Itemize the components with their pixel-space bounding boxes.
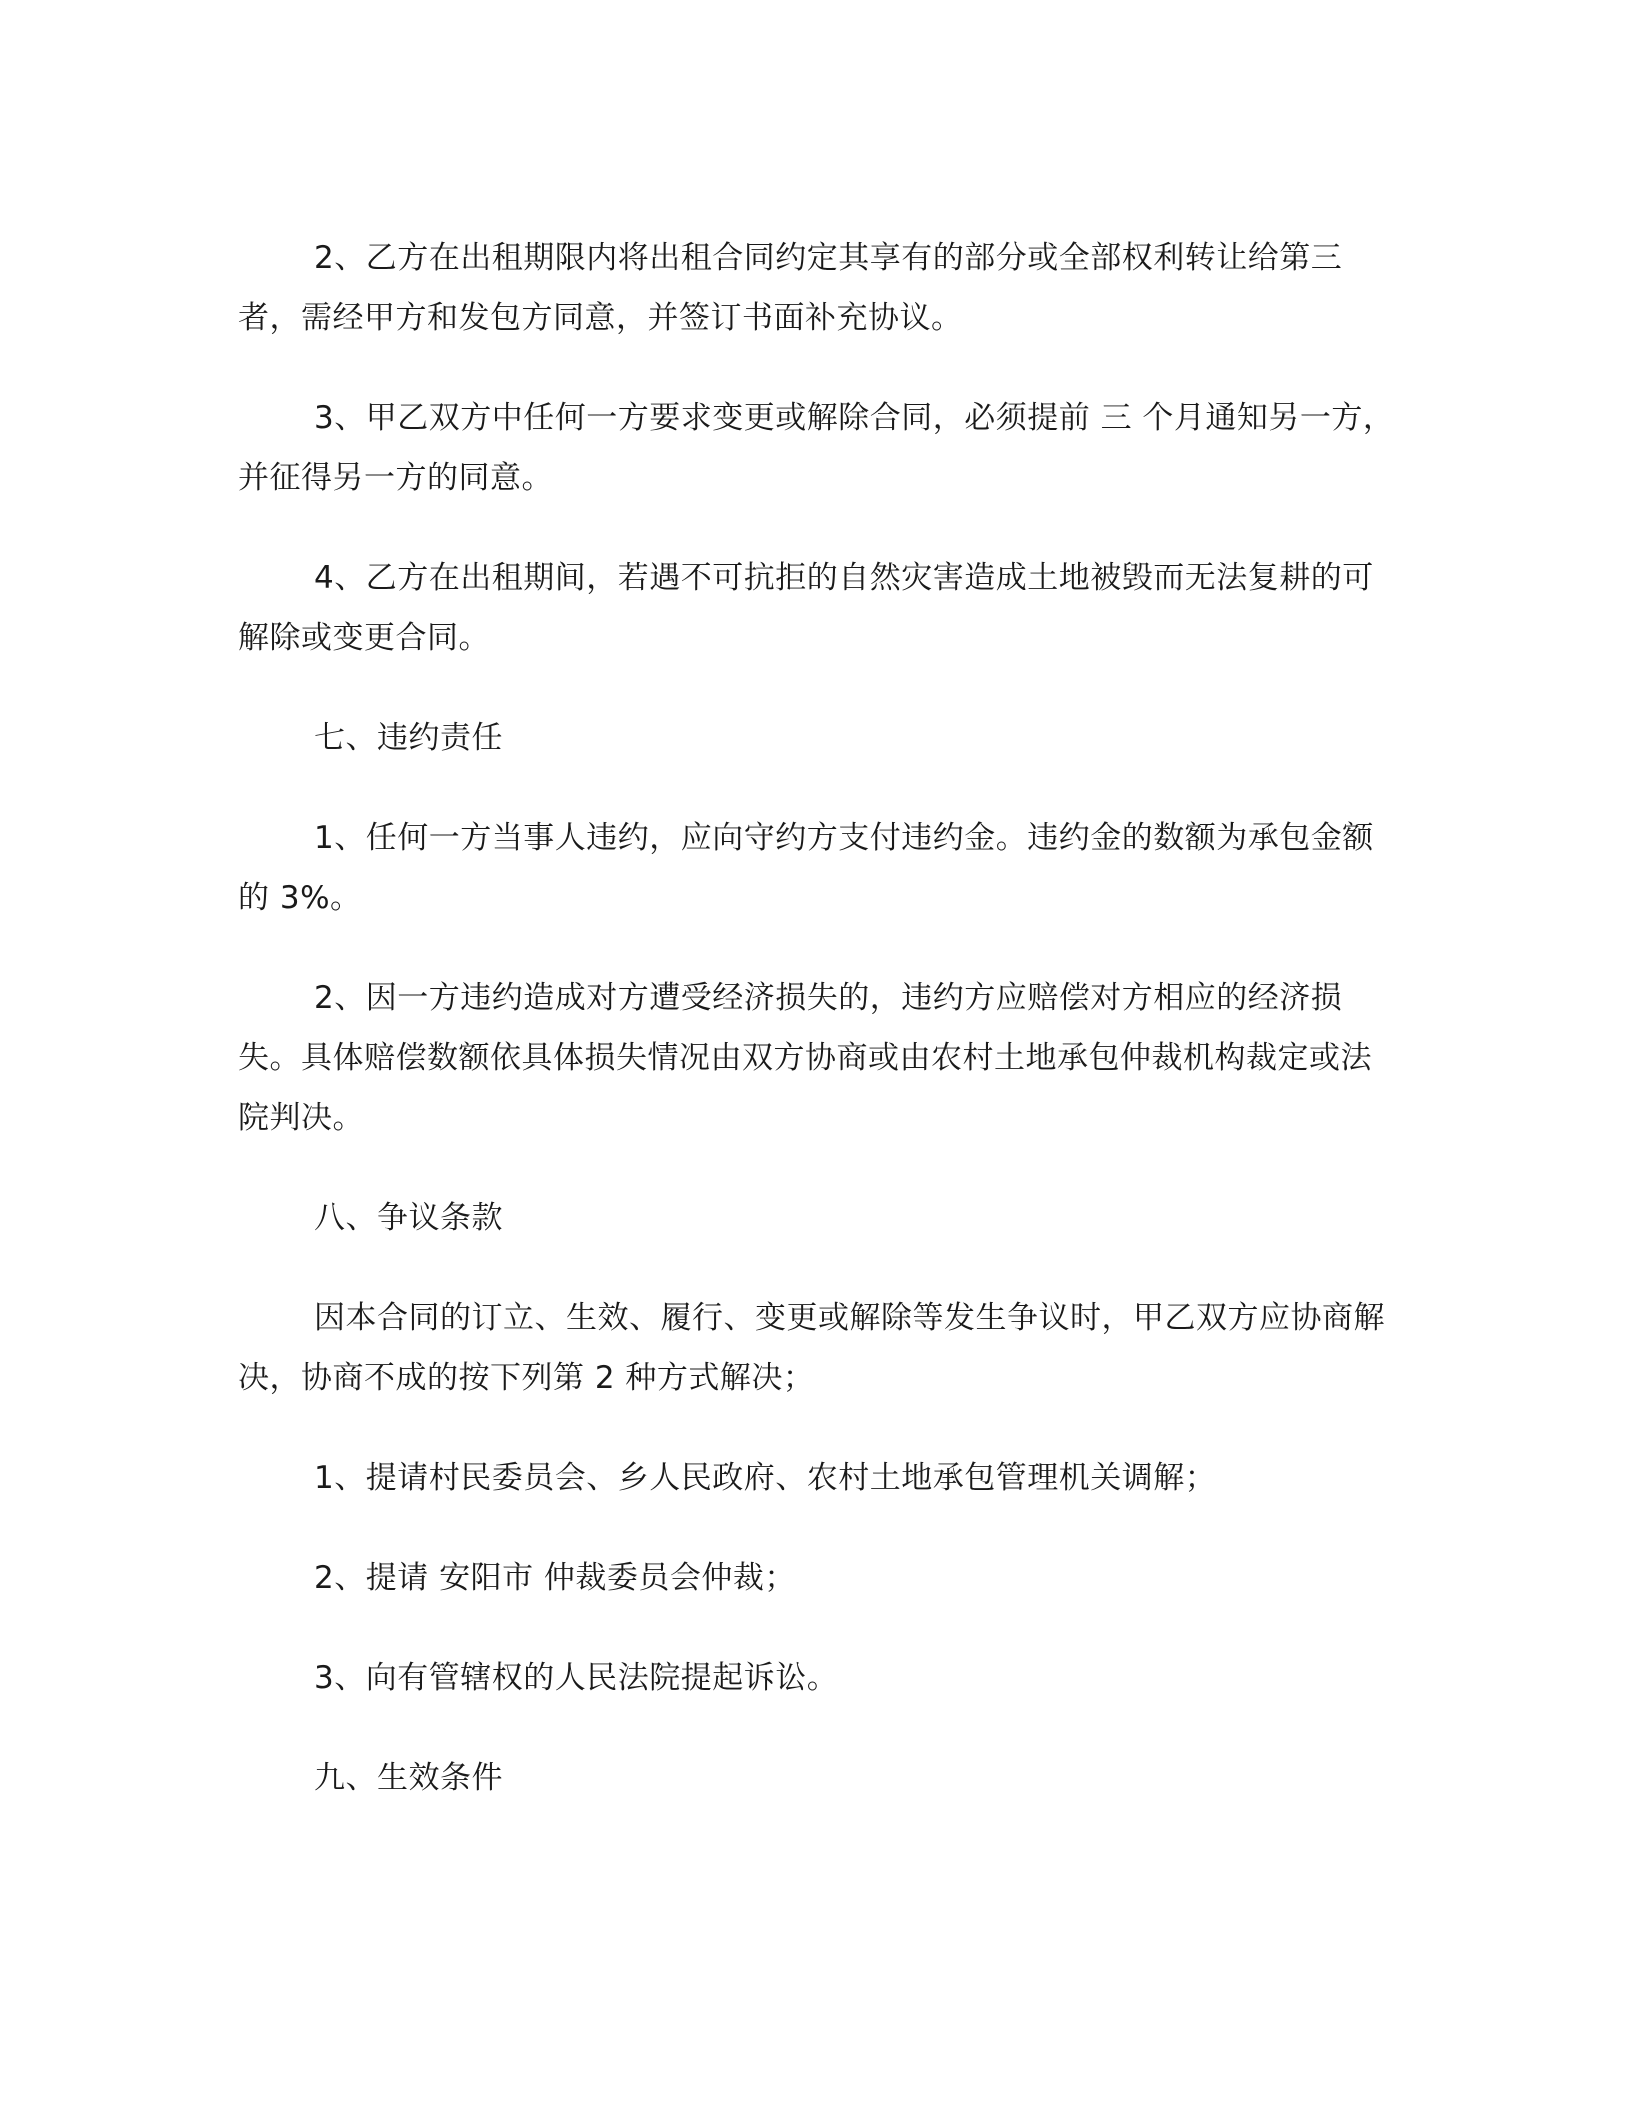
clause-penalty: 1、任何一方当事人违约，应向守约方支付违约金。违约金的数额为承包金额的 3%。 [238, 820, 1374, 916]
clause-dispute-resolution: 因本合同的订立、生效、履行、变更或解除等发生争议时，甲乙双方应协商解决，协商不成的按下列第 2 种方式解决； [238, 1300, 1385, 1396]
clause-compensation: 2、因一方违约造成对方遭受经济损失的，违约方应赔偿对方相应的经济损失。具体赔偿数额依具体损失情况由双方协商或由农村土地承包仲裁机构裁定或法院判决。 [238, 980, 1372, 1136]
section-heading-breach-liability: 七、违约责任 [314, 720, 503, 756]
clause-change-termination-notice: 3、甲乙双方中任何一方要求变更或解除合同，必须提前 三 个月通知另一方，并征得另一方的同意。 [238, 400, 1395, 496]
clause-force-majeure: 4、乙方在出租期间，若遇不可抗拒的自然灾害造成土地被毁而无法复耕的可解除或变更合同。 [238, 560, 1374, 656]
clause-transfer-rights: 2、乙方在出租期限内将出租合同约定其享有的部分或全部权利转让给第三者，需经甲方和发包方同意，并签订书面补充协议。 [238, 240, 1343, 336]
dispute-option-mediation: 1、提请村民委员会、乡人民政府、农村土地承包管理机关调解； [314, 1460, 1217, 1496]
dispute-option-arbitration: 2、提请 安阳市 仲裁委员会仲裁； [314, 1560, 796, 1596]
dispute-option-litigation: 3、向有管辖权的人民法院提起诉讼。 [314, 1660, 839, 1696]
section-heading-effective-conditions: 九、生效条件 [314, 1760, 503, 1796]
section-heading-dispute: 八、争议条款 [314, 1200, 503, 1236]
document-page [238, 228, 1398, 1848]
